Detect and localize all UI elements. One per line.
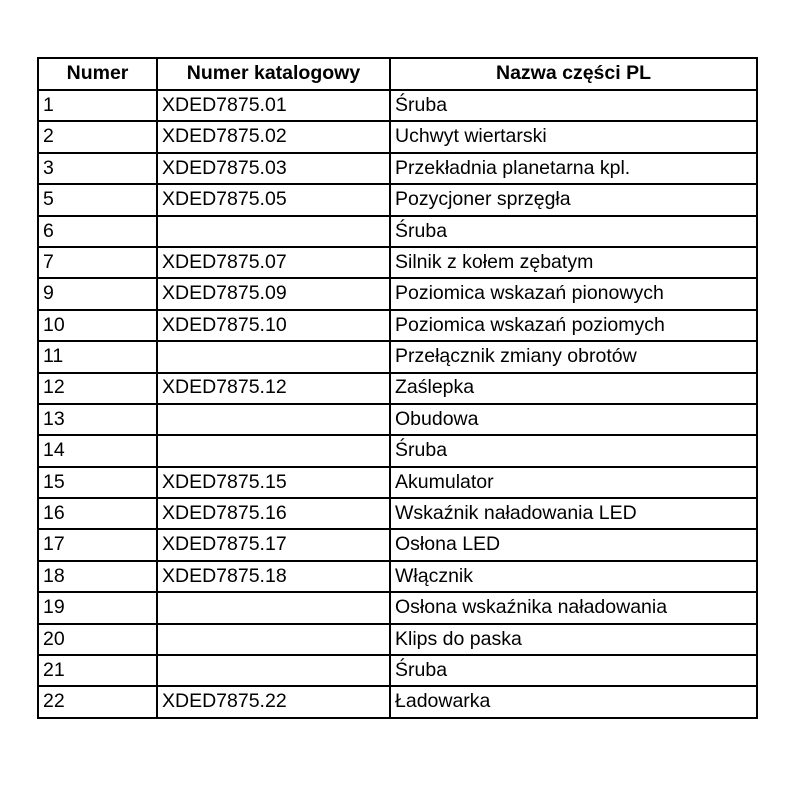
cell-part-name: Osłona wskaźnika naładowania [390,592,757,623]
cell-part-name: Akumulator [390,467,757,498]
table-row [38,184,757,215]
header-catalog-number: Numer katalogowy [157,58,390,90]
header-row [38,58,757,90]
cell-part-name: Wskaźnik naładowania LED [390,498,757,529]
cell-part-name: Obudowa [390,404,757,435]
cell-catalog-number [157,592,390,623]
cell-part-name: Silnik z kołem zębatym [390,247,757,278]
cell-number: 5 [38,184,157,215]
table-row [38,121,757,152]
table-row [38,216,757,247]
cell-number: 15 [38,467,157,498]
cell-number: 6 [38,216,157,247]
cell-number: 19 [38,592,157,623]
cell-catalog-number: XDED7875.03 [157,153,390,184]
cell-catalog-number: XDED7875.12 [157,373,390,404]
cell-part-name: Śruba [390,216,757,247]
cell-number: 12 [38,373,157,404]
cell-part-name: Włącznik [390,561,757,592]
cell-number: 7 [38,247,157,278]
cell-part-name: Ładowarka [390,686,757,717]
cell-number: 16 [38,498,157,529]
cell-catalog-number [157,216,390,247]
cell-catalog-number [157,404,390,435]
cell-catalog-number: XDED7875.18 [157,561,390,592]
cell-part-name: Przekładnia planetarna kpl. [390,153,757,184]
cell-part-name: Zaślepka [390,373,757,404]
cell-number: 18 [38,561,157,592]
cell-number: 17 [38,529,157,560]
table-row [38,341,757,372]
cell-catalog-number: XDED7875.16 [157,498,390,529]
cell-part-name: Klips do paska [390,624,757,655]
cell-catalog-number [157,435,390,466]
table-row [38,153,757,184]
cell-catalog-number [157,341,390,372]
cell-part-name: Poziomica wskazań poziomych [390,310,757,341]
parts-table [37,57,758,719]
table-row [38,655,757,686]
cell-number: 10 [38,310,157,341]
cell-catalog-number: XDED7875.05 [157,184,390,215]
cell-number: 1 [38,90,157,121]
cell-catalog-number: XDED7875.10 [157,310,390,341]
cell-part-name: Uchwyt wiertarski [390,121,757,152]
header-part-name: Nazwa części PL [390,58,757,90]
table-row [38,278,757,309]
cell-part-name: Przełącznik zmiany obrotów [390,341,757,372]
cell-catalog-number: XDED7875.15 [157,467,390,498]
cell-part-name: Pozycjoner sprzęgła [390,184,757,215]
cell-number: 20 [38,624,157,655]
cell-number: 3 [38,153,157,184]
table-row [38,686,757,717]
table-row [38,404,757,435]
cell-part-name: Śruba [390,435,757,466]
table-row [38,561,757,592]
cell-number: 21 [38,655,157,686]
table-row [38,467,757,498]
table-body [38,90,757,718]
table-header [38,58,757,90]
cell-part-name: Poziomica wskazań pionowych [390,278,757,309]
table-row [38,435,757,466]
cell-number: 13 [38,404,157,435]
table-row [38,310,757,341]
table-row [38,498,757,529]
cell-part-name: Śruba [390,655,757,686]
cell-part-name: Osłona LED [390,529,757,560]
cell-number: 22 [38,686,157,717]
cell-number: 2 [38,121,157,152]
cell-number: 9 [38,278,157,309]
table-row [38,592,757,623]
cell-catalog-number [157,655,390,686]
cell-catalog-number: XDED7875.22 [157,686,390,717]
cell-part-name: Śruba [390,90,757,121]
table-row [38,247,757,278]
cell-number: 11 [38,341,157,372]
cell-number: 14 [38,435,157,466]
table-row [38,90,757,121]
cell-catalog-number: XDED7875.01 [157,90,390,121]
table-row [38,624,757,655]
table-row [38,529,757,560]
cell-catalog-number: XDED7875.09 [157,278,390,309]
cell-catalog-number [157,624,390,655]
table-row [38,373,757,404]
cell-catalog-number: XDED7875.02 [157,121,390,152]
cell-catalog-number: XDED7875.07 [157,247,390,278]
header-number: Numer [38,58,157,90]
cell-catalog-number: XDED7875.17 [157,529,390,560]
